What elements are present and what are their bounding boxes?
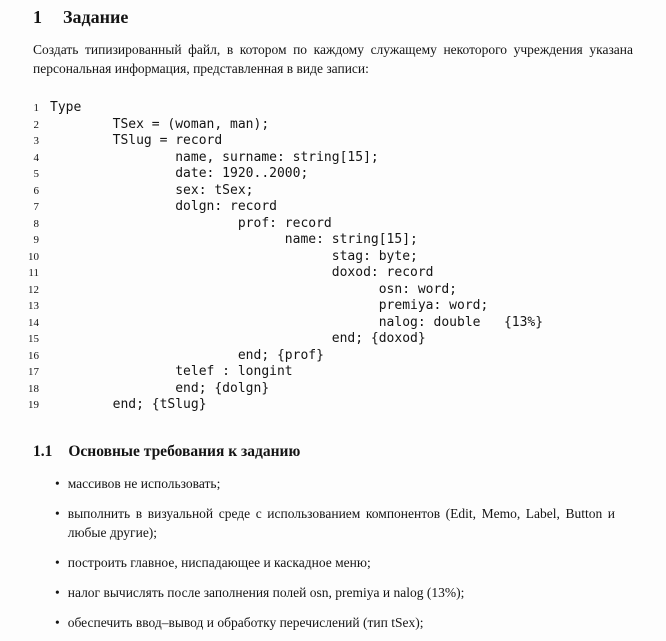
line-number: 3	[33, 135, 39, 147]
code-line	[23, 199, 638, 216]
line-number: 15	[28, 333, 39, 345]
bullet-icon: •	[55, 475, 60, 491]
code-line	[23, 331, 638, 348]
line-number: 14	[28, 316, 39, 329]
code-line	[23, 348, 638, 365]
bullet-icon: •	[55, 614, 60, 630]
section-title: Задание	[63, 7, 129, 27]
code-line	[23, 298, 638, 315]
code-line	[23, 282, 638, 299]
requirement-text: построить главное, ниспадающее и каскадное меню;	[67, 554, 371, 570]
line-number: 18	[28, 382, 39, 395]
subsection-heading	[33, 442, 638, 462]
line-number: 17	[28, 366, 39, 378]
subsection-title: Основные требования к заданию	[68, 442, 301, 460]
list-item	[55, 474, 615, 493]
code-text: TSex = (woman, man);	[50, 116, 270, 132]
code-text: end; {prof}	[50, 347, 324, 363]
bullet-icon: •	[55, 584, 60, 600]
code-line	[23, 381, 638, 398]
section-number: 1	[33, 7, 42, 27]
code-text: premiya: word;	[50, 298, 489, 313]
code-text: name, surname: string[15];	[50, 149, 379, 165]
code-line	[23, 232, 638, 249]
intro-paragraph: Создать типизированный файл, в котором по каждому служащему некоторого учреждения указана персональная информация, представленная в виде записи:	[33, 42, 633, 76]
code-line	[23, 100, 638, 117]
code-line	[23, 364, 638, 381]
code-text: sex: tSex;	[50, 182, 254, 198]
line-number: 13	[28, 300, 39, 312]
line-number: 19	[28, 399, 39, 411]
requirement-text: выполнить в визуальной среде с использованием компонентов (Edit, Memo, Label, Button и любые другие);	[67, 505, 615, 540]
section-heading	[33, 6, 638, 28]
subsection-number: 1.1	[33, 442, 53, 460]
code-text: name: string[15];	[50, 232, 418, 247]
line-number: 4	[33, 151, 39, 164]
code-line	[23, 216, 638, 233]
code-line	[23, 265, 638, 282]
line-number: 6	[33, 184, 39, 197]
line-number: 9	[33, 234, 39, 246]
requirement-text: обеспечить ввод–вывод и обработку перечислений (тип tSex);	[67, 614, 424, 630]
code-text: nalog: double {13%}	[50, 314, 544, 330]
line-number: 10	[28, 250, 39, 263]
code-line	[23, 117, 638, 134]
code-text: end; {tSlug}	[50, 397, 207, 412]
line-number: 2	[33, 118, 39, 131]
code-line	[23, 249, 638, 266]
code-listing	[23, 100, 638, 414]
code-text: telef : longint	[50, 364, 293, 379]
list-item	[55, 613, 615, 632]
line-number: 11	[28, 267, 39, 279]
line-number: 16	[28, 349, 39, 362]
list-item	[55, 504, 615, 542]
code-text: date: 1920..2000;	[50, 166, 309, 181]
bullet-icon: •	[55, 505, 60, 521]
code-text: osn: word;	[50, 281, 457, 297]
code-text: prof: record	[50, 215, 332, 231]
requirements-list	[33, 474, 615, 632]
requirement-text: массивов не использовать;	[67, 475, 221, 491]
line-number: 7	[33, 201, 39, 213]
line-number: 8	[33, 217, 39, 230]
requirement-text: налог вычислять после заполнения полей osn, premiya и nalog (13%);	[67, 584, 465, 600]
code-line	[23, 166, 638, 183]
code-line	[23, 397, 638, 414]
code-line	[23, 150, 638, 167]
code-text: end; {doxod}	[50, 331, 426, 346]
code-text: TSlug = record	[50, 133, 223, 148]
line-number: 5	[33, 168, 39, 180]
line-number: 1	[33, 102, 39, 114]
code-text: doxod: record	[50, 265, 434, 280]
line-number: 12	[28, 283, 39, 296]
code-line	[23, 315, 638, 332]
code-text: dolgn: record	[50, 199, 277, 214]
code-text: Type	[50, 100, 82, 115]
list-item	[55, 583, 615, 602]
code-line	[23, 133, 638, 150]
code-text: stag: byte;	[50, 248, 418, 264]
code-line	[23, 183, 638, 200]
list-item	[55, 553, 615, 572]
code-text: end; {dolgn}	[50, 380, 270, 396]
bullet-icon: •	[55, 554, 60, 570]
